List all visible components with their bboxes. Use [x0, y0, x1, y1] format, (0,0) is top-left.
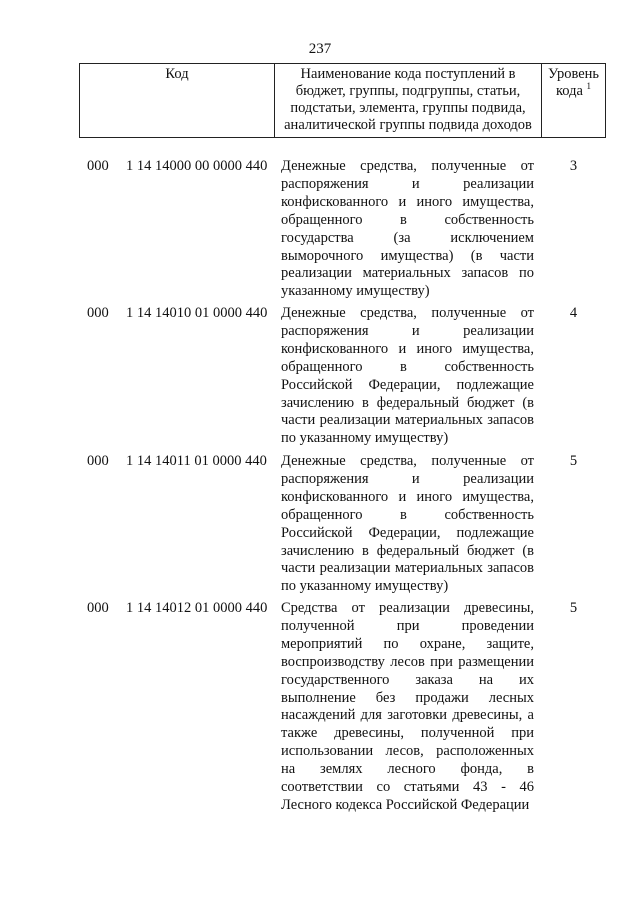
- row-code: 1 14 14011 01 0000 440: [126, 453, 267, 469]
- row-level: 3: [569, 158, 578, 174]
- row-level: 5: [569, 453, 578, 469]
- row-level: 5: [569, 600, 578, 616]
- row-name: Денежные средства, полученные от распоряжения и реализации конфискованного и иного имущества, обращенного в собственность Российской Федерации, подлежащие зачислению в федеральный бюджет (в части реализации материальных запасов по указанному имуществу): [281, 305, 534, 447]
- row-level: 4: [569, 305, 578, 321]
- row-prefix: 000: [87, 305, 109, 321]
- header-code: Код: [165, 66, 189, 82]
- row-code: 1 14 14012 01 0000 440: [126, 600, 268, 616]
- page-number: 237: [308, 41, 332, 57]
- row-prefix: 000: [87, 453, 109, 469]
- header-name: Наименование кода поступлений в бюджет, группы, подгруппы, статьи, подстатьи, элемента, группы подвида, аналитической группы подвида доходов: [284, 66, 532, 133]
- header-level-footnote: 1: [586, 81, 592, 92]
- row-prefix: 000: [87, 600, 109, 616]
- header-bottom-rule: [79, 137, 606, 138]
- row-prefix: 000: [87, 158, 109, 174]
- row-name: Денежные средства, полученные от распоряжения и реализации конфискованного и иного имущества, обращенного в собственность Российской Федерации, подлежащие зачислению в федеральный бюджет (в части реализации материальных запасов по указанному имуществу): [281, 453, 534, 595]
- header-divider-1: [274, 63, 275, 138]
- row-name: Средства от реализации древесины, полученной при проведении мероприятий по охране, защите, воспроизводству лесов при размещении государственного заказа на их выполнение без продажи лесных насаждений для заготовки древесины, а также древесины, полученной при использовании лесов, расположенных на землях лесного фонда, в соответствии со статьями 43 - 46 Лесного кодекса Российской Федерации: [281, 600, 534, 813]
- header-level-label: Уровень кода: [547, 66, 600, 99]
- row-name: Денежные средства, полученные от распоряжения и реализации конфискованного и иного имущества, обращенного в собственность государства (за исключением выморочного имущества) (в части реализации материальных запасов по указанному имуществу): [281, 158, 534, 300]
- header-border-right: [605, 63, 606, 138]
- header-top-rule: [79, 63, 606, 64]
- row-code: 1 14 14000 00 0000 440: [126, 158, 268, 174]
- row-code: 1 14 14010 01 0000 440: [126, 305, 268, 321]
- header-level: [542, 66, 605, 100]
